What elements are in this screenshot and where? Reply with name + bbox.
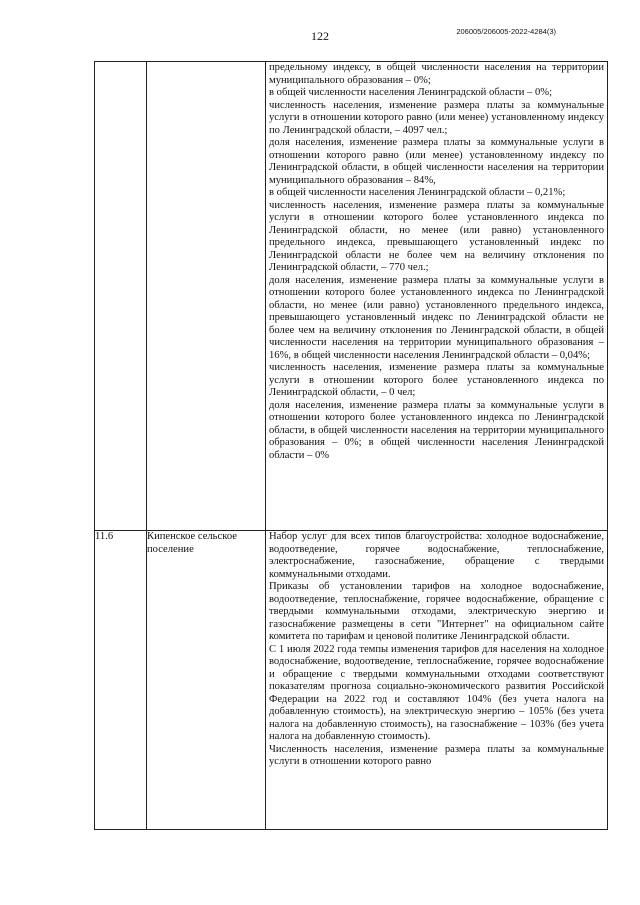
table-row: [95, 531, 608, 830]
paragraph: доля населения, изменение размера платы за коммунальные услуги в отношении которого равно (или менее) установленному индексу по Ленинградской области, в общей численности населения на территории муниципального образования – 84%,: [269, 137, 604, 186]
paragraph: Приказы об установлении тарифов на холодное водоснабжение, водоотведение, теплоснабжение, горячее водоснабжение, обращение с твердыми коммунальными отходами, электрическую энергию и газоснабжение размещены в сети "Интернет" на официальном сайте комитета по тарифам и ценовой политике Ленинградской области.: [269, 581, 604, 642]
municipality-name-cell: Кипенское сельское поселение: [147, 531, 266, 830]
paragraph: доля населения, изменение размера платы за коммунальные услуги в отношении которого более установленного индекса по Ленинградской области, в общей численности населения на территории муниципального образования – 0%; в общей численности населения Ленинградской области – 0%: [269, 399, 604, 461]
paragraph: в общей численности населения Ленинградской области – 0%;: [269, 87, 553, 98]
description-cell: [266, 531, 608, 830]
table-row: [95, 62, 608, 531]
tariff-table: [94, 61, 608, 830]
page-number: 122: [311, 29, 329, 43]
description-cell: [266, 62, 608, 531]
row-number-cell: 11.6: [95, 531, 147, 830]
paragraph: доля населения, изменение размера платы за коммунальные услуги в отношении которого более установленного индекса по Ленинградской области, но менее (или равно) установленного предельного индекса, превышающего установленный индекс по Ленинградской области не более чем на величину отклонения по Ленинградской области, в общей численности населения на территории муниципального образования – 16%, в общей численности населения Ленинградской области – 0,04%;: [269, 274, 604, 361]
paragraph: численность населения, изменение размера платы за коммунальные услуги в отношении которого более установленного индекса по Ленинградской области, но менее (или равно) установленного предельного индекса, превышающего установленный индекс по Ленинградской области не более чем на величину отклонения по Ленинградской области, – 770 чел.;: [269, 199, 604, 273]
document-id: 206005/206005-2022-4284(3): [456, 27, 556, 36]
paragraph: численность населения, изменение размера платы за коммунальные услуги в отношении которого равно (или менее) установленному индексу по Ленинградской области, – 4097 чел.;: [269, 99, 604, 136]
paragraph: Численность населения, изменение размера платы за коммунальные услуги в отношении которого равно: [269, 743, 604, 767]
paragraph: предельному индексу, в общей численности населения на территории муниципального образования – 0%;: [269, 62, 604, 86]
row-number-cell: [95, 62, 147, 531]
paragraph: численность населения, изменение размера платы за коммунальные услуги в отношении которого более установленного индекса по Ленинградской области, – 0 чел;: [269, 362, 604, 398]
municipality-name-cell: [147, 62, 266, 531]
paragraph: Набор услуг для всех типов благоустройства: холодное водоснабжение, водоотведение, горячее водоснабжение, теплоснабжение, электроснабжение, газоснабжение, обращение с твердыми коммунальными отходами.: [269, 531, 604, 580]
paragraph: в общей численности населения Ленинградской области – 0,21%;: [269, 187, 566, 198]
paragraph: С 1 июля 2022 года темпы изменения тарифов для населения на холодное водоснабжение, водоотведение, теплоснабжение, горячее водоснабжение и обращение с твердыми коммунальными отходами соответствуют показателям прогноза социально-экономического развития Российской Федерации на 2022 год и составляют 104% (без учета налога на добавленную стоимость), на электрическую энергию – 105% (без учета налога на добавленную стоимость), на газоснабжение – 103% (без учета налога на добавленную стоимость).: [269, 643, 604, 742]
